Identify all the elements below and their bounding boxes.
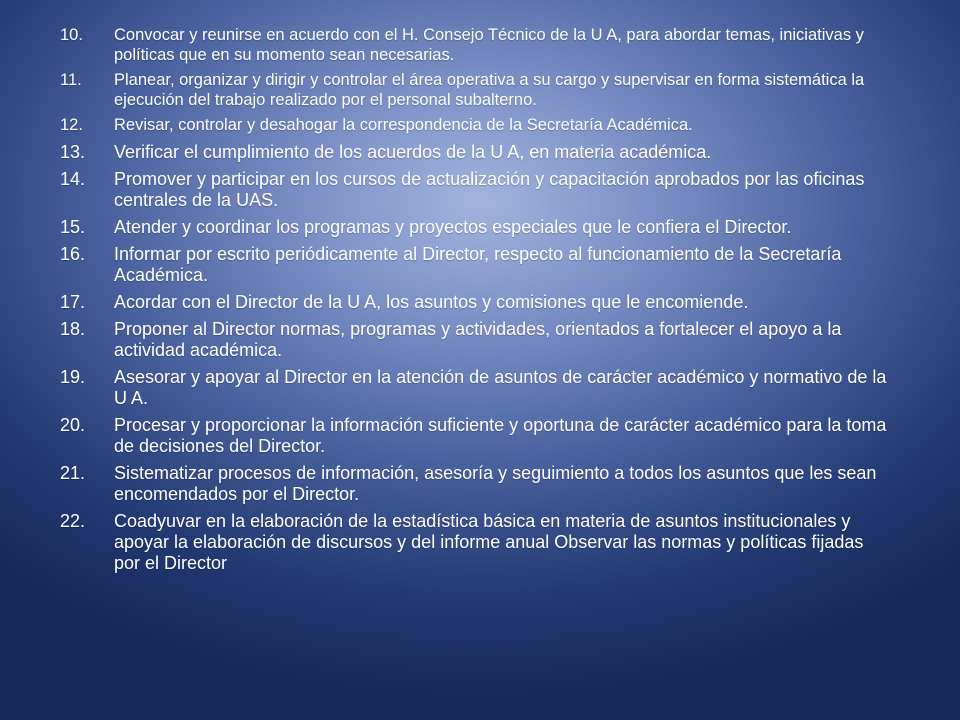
item-number: 18. bbox=[60, 318, 86, 339]
list-item-21 bbox=[60, 463, 890, 505]
item-text: Coadyuvar en la elaboración de la estadística básica en materia de asuntos institucionales y apoyar la elaboración de discursos y del informe anual Observar las normas y políticas fijadas por el Director bbox=[114, 510, 864, 573]
item-number: 16. bbox=[60, 243, 86, 264]
list-item-15 bbox=[60, 217, 890, 238]
item-number: 20. bbox=[60, 414, 86, 435]
item-text: Verificar el cumplimiento de los acuerdos de la U A, en materia académica. bbox=[114, 141, 712, 162]
list-item-17 bbox=[60, 292, 890, 313]
item-text: Procesar y proporcionar la información suficiente y oportuna de carácter académico para la toma de decisiones del Director. bbox=[114, 414, 887, 456]
item-text: Asesorar y apoyar al Director en la atención de asuntos de carácter académico y normativo de la U A. bbox=[114, 366, 887, 408]
item-number: 15. bbox=[60, 216, 86, 237]
list-item-14 bbox=[60, 169, 890, 211]
item-number: 13. bbox=[60, 141, 86, 162]
item-number: 19. bbox=[60, 366, 86, 387]
item-number: 22. bbox=[60, 510, 86, 531]
functions-list bbox=[60, 26, 890, 580]
item-number: 12. bbox=[60, 116, 83, 134]
item-number: 11. bbox=[60, 71, 82, 89]
list-item-13 bbox=[60, 142, 890, 163]
item-text: Acordar con el Director de la U A, los asuntos y comisiones que le encomiende. bbox=[114, 291, 749, 312]
item-text: Promover y participar en los cursos de actualización y capacitación aprobados por las oficinas centrales de la UAS. bbox=[114, 168, 865, 210]
item-number: 10. bbox=[60, 26, 83, 44]
item-text: Planear, organizar y dirigir y controlar el área operativa a su cargo y supervisar en forma sistemática la ejecución del trabajo realizado por el personal subalterno. bbox=[114, 71, 865, 109]
item-number: 17. bbox=[60, 291, 86, 312]
item-text: Revisar, controlar y desahogar la correspondencia de la Secretaría Académica. bbox=[114, 116, 693, 134]
item-text: Atender y coordinar los programas y proyectos especiales que le confiera el Director. bbox=[114, 216, 792, 237]
list-item-19 bbox=[60, 367, 890, 409]
item-number: 21. bbox=[60, 462, 86, 483]
list-item-11 bbox=[60, 71, 890, 110]
list-item-16 bbox=[60, 244, 890, 286]
list-item-20 bbox=[60, 415, 890, 457]
list-item-22 bbox=[60, 511, 890, 574]
item-text: Proponer al Director normas, programas y actividades, orientados a fortalecer el apoyo a la actividad académica. bbox=[114, 318, 842, 360]
list-item-12 bbox=[60, 116, 890, 136]
list-item-10 bbox=[60, 26, 890, 65]
item-text: Convocar y reunirse en acuerdo con el H. Consejo Técnico de la U A, para abordar temas, iniciativas y políticas que en su momento sean necesarias. bbox=[114, 26, 864, 64]
item-text: Sistematizar procesos de información, asesoría y seguimiento a todos los asuntos que les sean encomendados por el Director. bbox=[114, 462, 877, 504]
item-number: 14. bbox=[60, 168, 86, 189]
list-item-18 bbox=[60, 319, 890, 361]
item-text: Informar por escrito periódicamente al Director, respecto al funcionamiento de la Secretaría Académica. bbox=[114, 243, 842, 285]
